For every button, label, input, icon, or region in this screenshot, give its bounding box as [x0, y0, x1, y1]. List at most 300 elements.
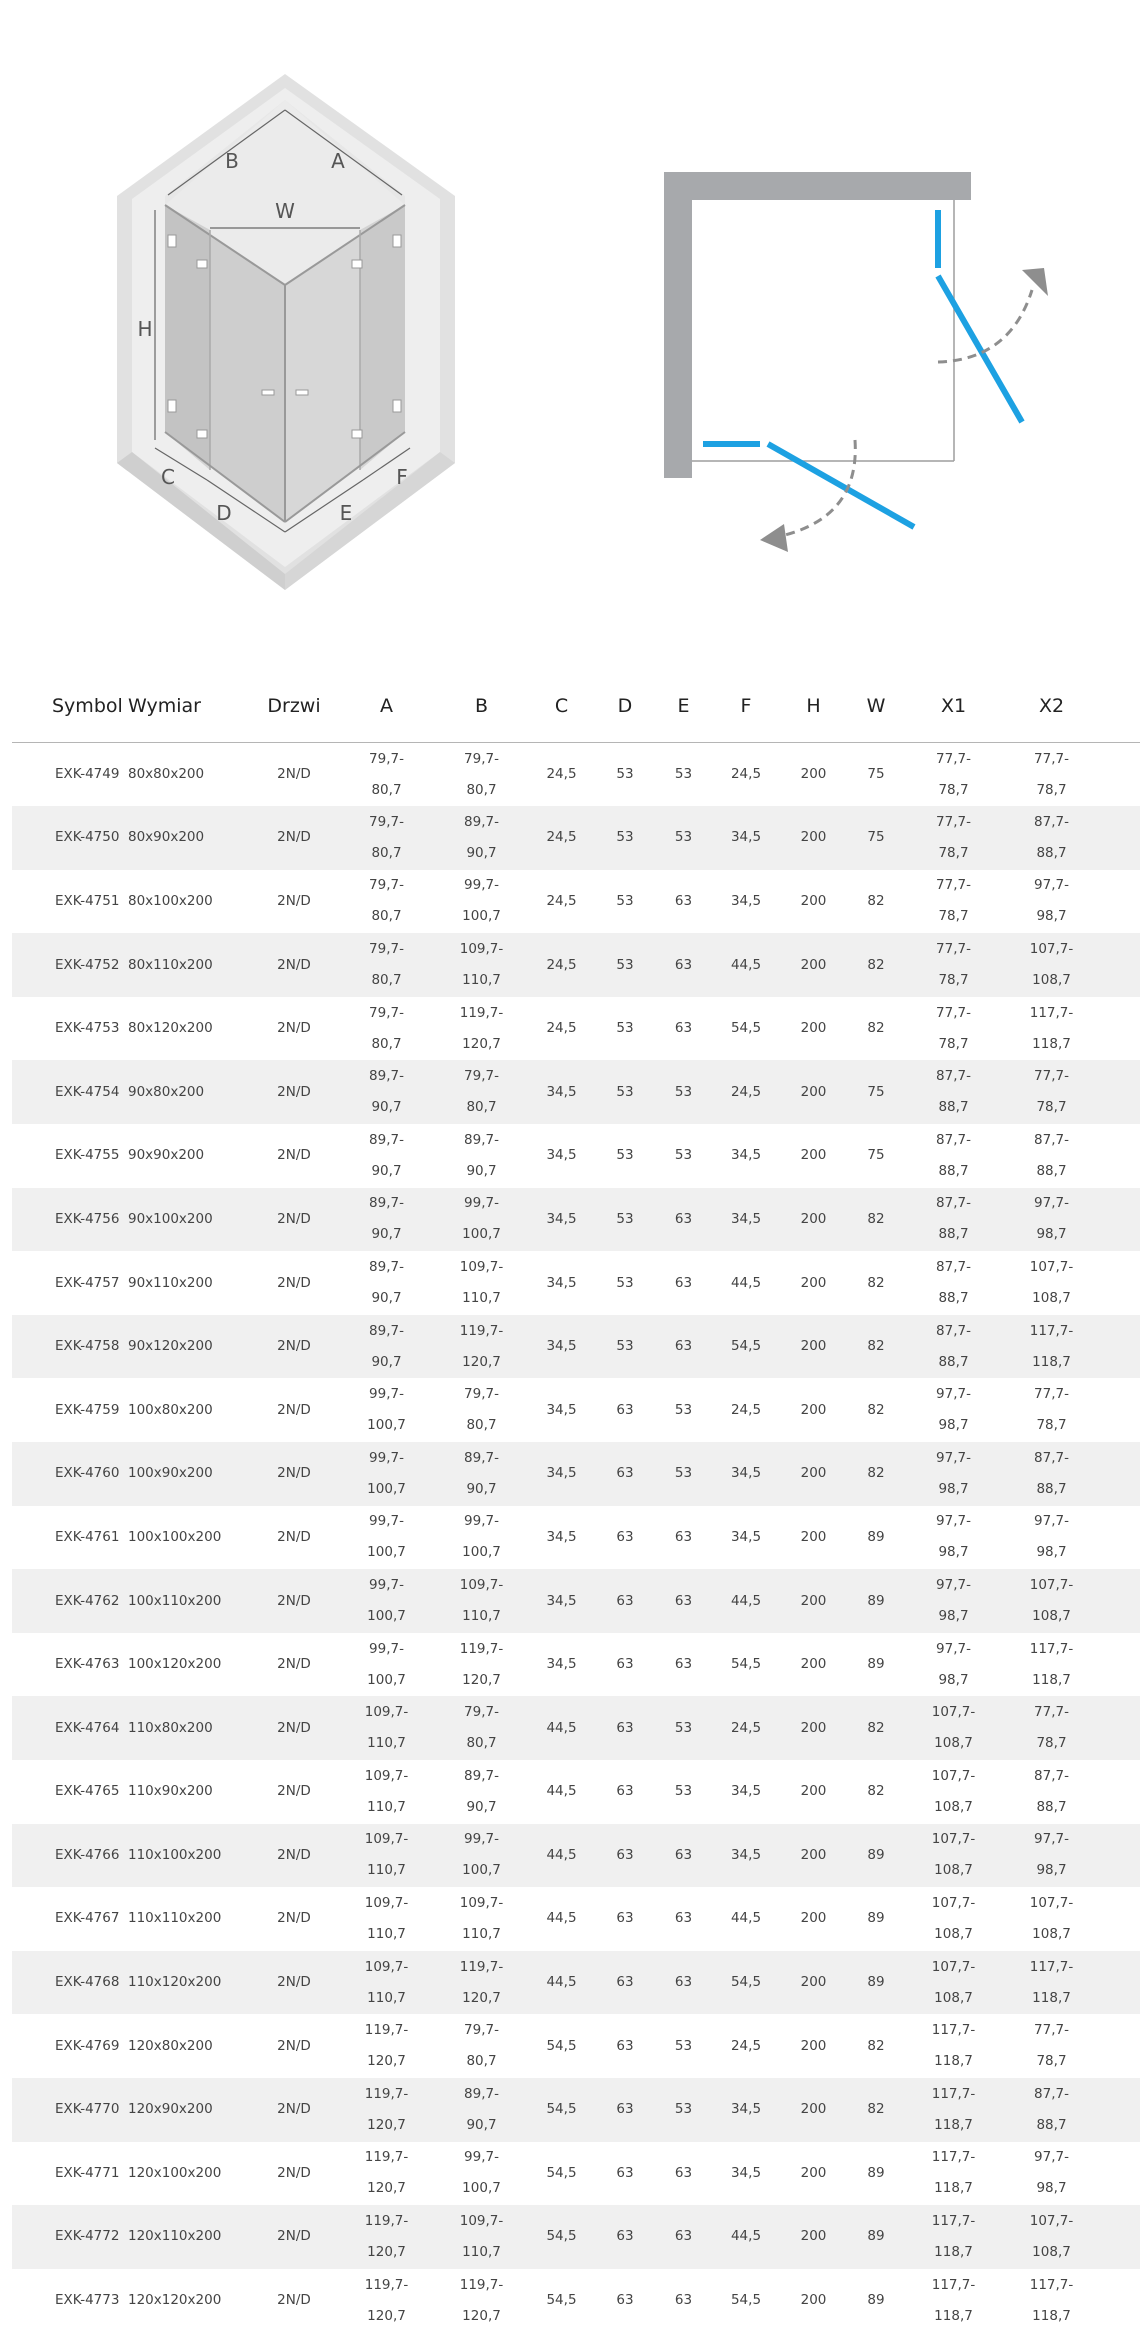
table-row	[12, 1951, 1140, 2015]
cell-b-from: 89,7-	[434, 807, 529, 838]
cell-x2-to: 78,7	[1001, 2046, 1102, 2077]
cell-x1-from: 117,7-	[906, 2206, 1001, 2237]
cell-d: 63	[594, 2269, 656, 2332]
table-row	[12, 997, 1140, 1061]
cell-drzwi: 2N/D	[249, 870, 339, 934]
cell-drzwi: 2N/D	[249, 933, 339, 997]
cell-h: 200	[781, 933, 846, 997]
cell-x1-from: 107,7-	[906, 1761, 1001, 1792]
cell-x1-to: 78,7	[906, 1029, 1001, 1060]
cell-b-to: 80,7	[434, 1092, 529, 1123]
cell-a-to: 100,7	[339, 1474, 434, 1505]
cell-x1	[906, 1506, 1001, 1570]
cell-e: 63	[656, 1824, 711, 1888]
table-body	[12, 743, 1140, 2332]
cell-b-to: 100,7	[434, 901, 529, 932]
cell-wymiar: 100x110x200	[124, 1569, 249, 1633]
cell-wymiar: 100x90x200	[124, 1442, 249, 1506]
cell-e: 53	[656, 1760, 711, 1824]
cell-symbol: EXK-4758	[12, 1315, 124, 1379]
cell-c: 24,5	[529, 870, 594, 934]
cell-a-from: 109,7-	[339, 1888, 434, 1919]
cell-e: 63	[656, 1188, 711, 1252]
cell-a-from: 119,7-	[339, 2270, 434, 2301]
cell-a	[339, 1188, 434, 1252]
cell-b-to: 120,7	[434, 1029, 529, 1060]
cell-a-from: 109,7-	[339, 1697, 434, 1728]
cell-d: 53	[594, 1315, 656, 1379]
cell-b	[434, 1633, 529, 1697]
cell-x2-to: 118,7	[1001, 1983, 1102, 2014]
cell-x2	[1001, 2014, 1140, 2078]
cell-a	[339, 997, 434, 1061]
cell-b-to: 100,7	[434, 2173, 529, 2204]
cell-x1-to: 98,7	[906, 1601, 1001, 1632]
cell-f: 34,5	[711, 1760, 781, 1824]
cell-x1-to: 88,7	[906, 1092, 1001, 1123]
isometric-view	[117, 74, 455, 590]
cell-drzwi: 2N/D	[249, 806, 339, 870]
dim-label-e: E	[340, 501, 353, 525]
cell-wymiar: 120x100x200	[124, 2142, 249, 2206]
cell-a	[339, 1824, 434, 1888]
cell-a-to: 90,7	[339, 1347, 434, 1378]
col-header-wymiar: Wymiar	[124, 670, 249, 743]
cell-e: 63	[656, 997, 711, 1061]
cell-x2-from: 117,7-	[1001, 1952, 1102, 1983]
cell-w: 82	[846, 1696, 906, 1760]
cell-a-from: 109,7-	[339, 1952, 434, 1983]
cell-x2-from: 117,7-	[1001, 1634, 1102, 1665]
cell-x1-to: 108,7	[906, 1983, 1001, 2014]
cell-h: 200	[781, 1824, 846, 1888]
cell-x2-to: 98,7	[1001, 1537, 1102, 1568]
cell-a-from: 79,7-	[339, 870, 434, 901]
cell-b	[434, 1188, 529, 1252]
cell-a-from: 109,7-	[339, 1824, 434, 1855]
cell-wymiar: 120x90x200	[124, 2078, 249, 2142]
cell-a-to: 80,7	[339, 901, 434, 932]
col-header-b: B	[434, 670, 529, 743]
cell-a-from: 89,7-	[339, 1316, 434, 1347]
cell-symbol: EXK-4771	[12, 2142, 124, 2206]
cell-c: 34,5	[529, 1569, 594, 1633]
cell-a-from: 89,7-	[339, 1061, 434, 1092]
cell-x1-to: 88,7	[906, 1156, 1001, 1187]
cell-wymiar: 80x100x200	[124, 870, 249, 934]
cell-x1-from: 107,7-	[906, 1824, 1001, 1855]
cell-c: 34,5	[529, 1633, 594, 1697]
cell-d: 63	[594, 2205, 656, 2269]
cell-w: 75	[846, 1060, 906, 1124]
cell-x1-to: 118,7	[906, 2301, 1001, 2332]
cell-drzwi: 2N/D	[249, 1951, 339, 2015]
cell-x2-to: 88,7	[1001, 838, 1102, 869]
cell-x1-to: 78,7	[906, 838, 1001, 869]
cell-x2-to: 78,7	[1001, 1410, 1102, 1441]
cell-x2	[1001, 1188, 1140, 1252]
cell-a	[339, 870, 434, 934]
cell-d: 53	[594, 806, 656, 870]
cell-drzwi: 2N/D	[249, 1060, 339, 1124]
cell-drzwi: 2N/D	[249, 1760, 339, 1824]
cell-x1-from: 107,7-	[906, 1697, 1001, 1728]
cell-symbol: EXK-4753	[12, 997, 124, 1061]
cell-symbol: EXK-4773	[12, 2269, 124, 2332]
cell-x1-from: 117,7-	[906, 2015, 1001, 2046]
cell-a-from: 79,7-	[339, 998, 434, 1029]
cell-f: 34,5	[711, 2078, 781, 2142]
cell-c: 34,5	[529, 1060, 594, 1124]
cell-a-from: 119,7-	[339, 2206, 434, 2237]
cell-b	[434, 1887, 529, 1951]
cell-x1-to: 98,7	[906, 1410, 1001, 1441]
cell-x1	[906, 1824, 1001, 1888]
cell-d: 53	[594, 1124, 656, 1188]
cell-e: 63	[656, 1251, 711, 1315]
cell-a	[339, 1060, 434, 1124]
cell-e: 63	[656, 1569, 711, 1633]
cell-f: 44,5	[711, 1887, 781, 1951]
cell-w: 89	[846, 2269, 906, 2332]
cell-b	[434, 933, 529, 997]
cell-b-to: 110,7	[434, 2237, 529, 2268]
cell-x1	[906, 2014, 1001, 2078]
cell-x2-to: 118,7	[1001, 2301, 1102, 2332]
cell-x2-to: 88,7	[1001, 1792, 1102, 1823]
cell-h: 200	[781, 870, 846, 934]
cell-wymiar: 80x80x200	[124, 743, 249, 807]
cell-wymiar: 110x90x200	[124, 1760, 249, 1824]
top-view-plan	[664, 172, 1048, 552]
cell-x1-to: 78,7	[906, 775, 1001, 806]
cell-b-from: 109,7-	[434, 1252, 529, 1283]
cell-x1-from: 87,7-	[906, 1125, 1001, 1156]
cell-d: 63	[594, 1506, 656, 1570]
cell-x1	[906, 1442, 1001, 1506]
cell-a-to: 80,7	[339, 1029, 434, 1060]
cell-x1-from: 87,7-	[906, 1316, 1001, 1347]
cell-e: 63	[656, 2269, 711, 2332]
cell-x2-from: 77,7-	[1001, 744, 1102, 775]
cell-c: 34,5	[529, 1442, 594, 1506]
cell-drzwi: 2N/D	[249, 1569, 339, 1633]
cell-a-to: 110,7	[339, 1983, 434, 2014]
cell-b-from: 79,7-	[434, 2015, 529, 2046]
cell-x1-to: 78,7	[906, 965, 1001, 996]
cell-x2-to: 98,7	[1001, 1219, 1102, 1250]
cell-wymiar: 100x80x200	[124, 1378, 249, 1442]
cell-c: 34,5	[529, 1506, 594, 1570]
cell-wymiar: 90x100x200	[124, 1188, 249, 1252]
cell-f: 24,5	[711, 2014, 781, 2078]
table-row	[12, 806, 1140, 870]
cell-b-to: 120,7	[434, 1665, 529, 1696]
cell-f: 54,5	[711, 2269, 781, 2332]
cell-x2-from: 97,7-	[1001, 870, 1102, 901]
table-row	[12, 1188, 1140, 1252]
cell-w: 82	[846, 1378, 906, 1442]
table-row	[12, 743, 1140, 807]
cell-c: 24,5	[529, 933, 594, 997]
cell-a-to: 90,7	[339, 1092, 434, 1123]
cell-d: 53	[594, 933, 656, 997]
cell-f: 24,5	[711, 1378, 781, 1442]
table-header-row	[12, 670, 1140, 743]
cell-drzwi: 2N/D	[249, 1251, 339, 1315]
cell-x1-to: 98,7	[906, 1665, 1001, 1696]
cell-x2	[1001, 1315, 1140, 1379]
product-diagram	[0, 0, 1147, 640]
cell-e: 63	[656, 1951, 711, 2015]
cell-c: 54,5	[529, 2205, 594, 2269]
cell-b	[434, 806, 529, 870]
cell-x1-from: 107,7-	[906, 1888, 1001, 1919]
cell-d: 63	[594, 2014, 656, 2078]
cell-x1	[906, 1378, 1001, 1442]
cell-c: 44,5	[529, 1824, 594, 1888]
cell-symbol: EXK-4752	[12, 933, 124, 997]
cell-w: 82	[846, 2014, 906, 2078]
cell-x2-from: 107,7-	[1001, 1888, 1102, 1919]
cell-b-to: 90,7	[434, 838, 529, 869]
cell-c: 24,5	[529, 743, 594, 807]
cell-x1-from: 97,7-	[906, 1443, 1001, 1474]
cell-h: 200	[781, 1506, 846, 1570]
cell-drzwi: 2N/D	[249, 1188, 339, 1252]
cell-b-to: 120,7	[434, 1983, 529, 2014]
cell-symbol: EXK-4769	[12, 2014, 124, 2078]
cell-b-to: 100,7	[434, 1855, 529, 1886]
cell-b-to: 110,7	[434, 1919, 529, 1950]
cell-a	[339, 1442, 434, 1506]
col-header-d: D	[594, 670, 656, 743]
cell-c: 44,5	[529, 1760, 594, 1824]
cell-a-from: 119,7-	[339, 2142, 434, 2173]
cell-a-from: 79,7-	[339, 744, 434, 775]
cell-drzwi: 2N/D	[249, 1696, 339, 1760]
cell-drzwi: 2N/D	[249, 2205, 339, 2269]
cell-c: 34,5	[529, 1251, 594, 1315]
cell-f: 44,5	[711, 1251, 781, 1315]
cell-a	[339, 1315, 434, 1379]
cell-x2-from: 87,7-	[1001, 1761, 1102, 1792]
cell-b-to: 90,7	[434, 2110, 529, 2141]
cell-a-to: 100,7	[339, 1665, 434, 1696]
cell-a-to: 110,7	[339, 1919, 434, 1950]
cell-x1-to: 108,7	[906, 1919, 1001, 1950]
cell-w: 89	[846, 1824, 906, 1888]
cell-x1-to: 118,7	[906, 2046, 1001, 2077]
cell-symbol: EXK-4757	[12, 1251, 124, 1315]
cell-b	[434, 1760, 529, 1824]
col-header-x1: X1	[906, 670, 1001, 743]
cell-b-to: 90,7	[434, 1474, 529, 1505]
cell-w: 82	[846, 870, 906, 934]
cell-f: 34,5	[711, 1442, 781, 1506]
cell-symbol: EXK-4760	[12, 1442, 124, 1506]
cell-x1-from: 97,7-	[906, 1570, 1001, 1601]
cell-a	[339, 1696, 434, 1760]
cell-wymiar: 120x120x200	[124, 2269, 249, 2332]
cell-b-to: 100,7	[434, 1219, 529, 1250]
cell-d: 63	[594, 1760, 656, 1824]
cell-drzwi: 2N/D	[249, 1887, 339, 1951]
cell-x2-from: 77,7-	[1001, 2015, 1102, 2046]
cell-b-from: 79,7-	[434, 1379, 529, 1410]
dim-label-h: H	[137, 317, 152, 341]
cell-w: 89	[846, 1569, 906, 1633]
cell-b	[434, 1824, 529, 1888]
cell-b-from: 109,7-	[434, 2206, 529, 2237]
cell-b	[434, 1569, 529, 1633]
cell-w: 82	[846, 1442, 906, 1506]
cell-a-to: 100,7	[339, 1537, 434, 1568]
cell-f: 34,5	[711, 1188, 781, 1252]
cell-d: 63	[594, 1887, 656, 1951]
cell-x2-from: 107,7-	[1001, 1252, 1102, 1283]
cell-a-from: 99,7-	[339, 1570, 434, 1601]
cell-x1-from: 117,7-	[906, 2142, 1001, 2173]
cell-h: 200	[781, 2205, 846, 2269]
cell-x1	[906, 1188, 1001, 1252]
cell-b-from: 99,7-	[434, 870, 529, 901]
cell-symbol: EXK-4763	[12, 1633, 124, 1697]
cell-x2-to: 98,7	[1001, 1855, 1102, 1886]
dim-label-d: D	[216, 501, 231, 525]
cell-wymiar: 120x110x200	[124, 2205, 249, 2269]
cell-w: 82	[846, 933, 906, 997]
cell-x2-to: 88,7	[1001, 1474, 1102, 1505]
cell-drzwi: 2N/D	[249, 1506, 339, 1570]
cell-e: 53	[656, 1378, 711, 1442]
cell-symbol: EXK-4759	[12, 1378, 124, 1442]
cell-e: 63	[656, 1506, 711, 1570]
cell-e: 63	[656, 2205, 711, 2269]
cell-w: 75	[846, 1124, 906, 1188]
cell-w: 89	[846, 1951, 906, 2015]
cell-x2	[1001, 933, 1140, 997]
cell-h: 200	[781, 997, 846, 1061]
cell-d: 53	[594, 1188, 656, 1252]
cell-a	[339, 2078, 434, 2142]
cell-b-to: 80,7	[434, 1410, 529, 1441]
cell-x2	[1001, 2078, 1140, 2142]
cell-a-from: 99,7-	[339, 1634, 434, 1665]
table-row	[12, 1506, 1140, 1570]
cell-w: 82	[846, 2078, 906, 2142]
cell-h: 200	[781, 806, 846, 870]
cell-c: 44,5	[529, 1951, 594, 2015]
cell-b	[434, 1251, 529, 1315]
cell-symbol: EXK-4772	[12, 2205, 124, 2269]
cell-x1-from: 107,7-	[906, 1952, 1001, 1983]
col-header-f: F	[711, 670, 781, 743]
cell-x1	[906, 806, 1001, 870]
cell-x2-from: 97,7-	[1001, 2142, 1102, 2173]
cell-a	[339, 1506, 434, 1570]
cell-a	[339, 743, 434, 807]
cell-f: 54,5	[711, 1315, 781, 1379]
cell-e: 63	[656, 1633, 711, 1697]
cell-x2-to: 108,7	[1001, 1283, 1102, 1314]
table-row	[12, 1887, 1140, 1951]
cell-wymiar: 90x80x200	[124, 1060, 249, 1124]
cell-h: 200	[781, 2078, 846, 2142]
cell-x2	[1001, 1633, 1140, 1697]
cell-h: 200	[781, 1251, 846, 1315]
cell-e: 53	[656, 806, 711, 870]
cell-symbol: EXK-4750	[12, 806, 124, 870]
table-row	[12, 2078, 1140, 2142]
cell-b-from: 99,7-	[434, 1188, 529, 1219]
cell-b-from: 119,7-	[434, 1952, 529, 1983]
cell-x2-to: 78,7	[1001, 775, 1102, 806]
cell-d: 63	[594, 1824, 656, 1888]
cell-x1-to: 118,7	[906, 2237, 1001, 2268]
cell-f: 34,5	[711, 2142, 781, 2206]
cell-f: 34,5	[711, 806, 781, 870]
cell-symbol: EXK-4767	[12, 1887, 124, 1951]
cell-b-to: 110,7	[434, 1283, 529, 1314]
table-row	[12, 2142, 1140, 2206]
cell-x1-from: 77,7-	[906, 807, 1001, 838]
cell-symbol: EXK-4766	[12, 1824, 124, 1888]
cell-f: 54,5	[711, 997, 781, 1061]
cell-x2-from: 77,7-	[1001, 1697, 1102, 1728]
cell-a	[339, 1633, 434, 1697]
cell-f: 34,5	[711, 1506, 781, 1570]
cell-x1-to: 98,7	[906, 1474, 1001, 1505]
cell-symbol: EXK-4754	[12, 1060, 124, 1124]
cell-x2	[1001, 1251, 1140, 1315]
cell-b-from: 89,7-	[434, 2079, 529, 2110]
cell-a-to: 120,7	[339, 2237, 434, 2268]
cell-b	[434, 997, 529, 1061]
cell-f: 34,5	[711, 1824, 781, 1888]
cell-x2-from: 77,7-	[1001, 1379, 1102, 1410]
cell-e: 63	[656, 1887, 711, 1951]
cell-x1	[906, 1251, 1001, 1315]
cell-a	[339, 1124, 434, 1188]
cell-c: 24,5	[529, 806, 594, 870]
cell-h: 200	[781, 1633, 846, 1697]
cell-a-to: 90,7	[339, 1219, 434, 1250]
cell-d: 53	[594, 1060, 656, 1124]
cell-a-to: 90,7	[339, 1283, 434, 1314]
cell-x2-to: 118,7	[1001, 1665, 1102, 1696]
cell-x2-to: 108,7	[1001, 1601, 1102, 1632]
cell-wymiar: 110x120x200	[124, 1951, 249, 2015]
cell-h: 200	[781, 1378, 846, 1442]
cell-x2-to: 88,7	[1001, 1156, 1102, 1187]
cell-b	[434, 2205, 529, 2269]
cell-x1-to: 108,7	[906, 1792, 1001, 1823]
cell-x1	[906, 1315, 1001, 1379]
cell-x2-to: 118,7	[1001, 1347, 1102, 1378]
cell-symbol: EXK-4761	[12, 1506, 124, 1570]
cell-symbol: EXK-4768	[12, 1951, 124, 2015]
cell-e: 53	[656, 2014, 711, 2078]
cell-c: 54,5	[529, 2078, 594, 2142]
cell-x2-to: 98,7	[1001, 2173, 1102, 2204]
table-row	[12, 1060, 1140, 1124]
cell-b-from: 89,7-	[434, 1761, 529, 1792]
cell-h: 200	[781, 743, 846, 807]
cell-b-to: 120,7	[434, 1347, 529, 1378]
cell-wymiar: 80x110x200	[124, 933, 249, 997]
cell-x2-from: 117,7-	[1001, 998, 1102, 1029]
